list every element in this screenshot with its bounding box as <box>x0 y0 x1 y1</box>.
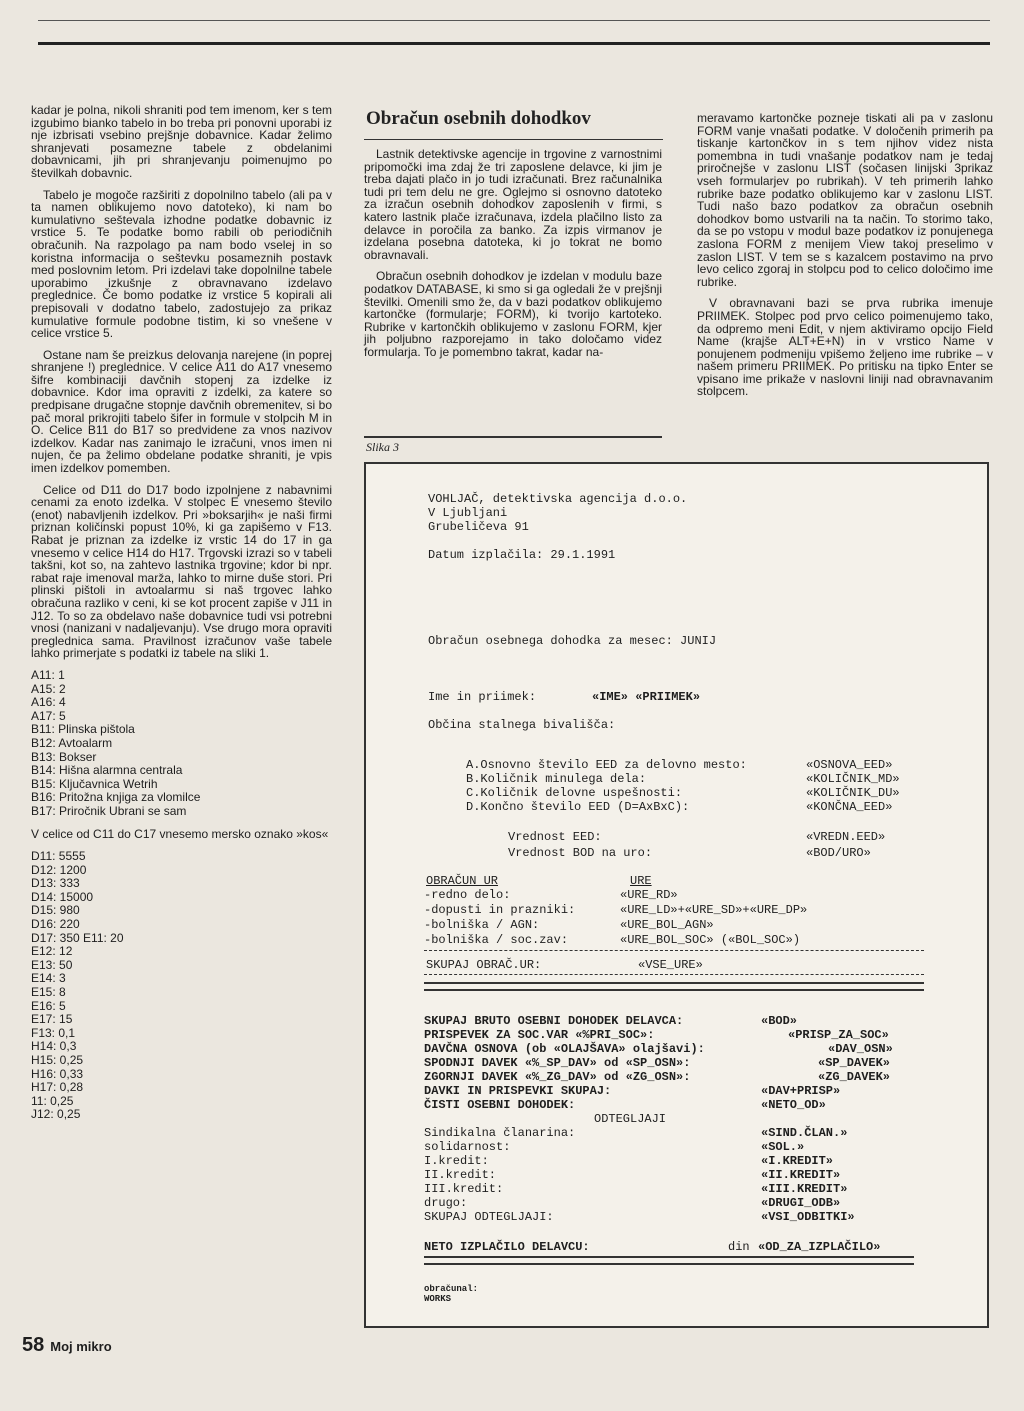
row-field: «URE_LD»+«URE_SD»+«URE_DP» <box>620 903 808 917</box>
top-rule-thick <box>38 42 990 45</box>
list-item: A17: 5 <box>31 708 66 723</box>
works-label: WORKS <box>424 1294 452 1304</box>
row-label: II.kredit: <box>424 1168 497 1182</box>
currency-label: din <box>728 1240 750 1254</box>
paragraph: Obračun osebnih dohodkov je izdelan v modulu baze podatkov DATABASE, ki smo si ga ogledali že v prejšnji številki. Omenili smo že, da v bazi podatkov oblikujemo kartončke (formularje; FORM), ki tvorijo kartoteko. Rubrike v kartončkih oblikujemo v zaslonu FORM, kjer jih poljubno razporejamo in tako določamo videz formularja. To je pomembno takrat, kadar na- <box>364 269 662 359</box>
row-field: «URE_RD» <box>620 888 678 902</box>
list-item: D17: 350 E11: 20 <box>31 930 124 945</box>
row-field: «SOL.» <box>761 1140 805 1154</box>
list-item: D15: 980 <box>31 903 80 918</box>
row-label: Vrednost EED: <box>508 830 602 844</box>
list-item: B14: Hišna alarmna centrala <box>31 763 183 778</box>
list-item: H17: 0,28 <box>31 1080 84 1095</box>
paragraph: Lastnik detektivske agencije in trgovine z varnostnimi pripomočki ima zdaj že tri zaposlene delavce, ki jim je treba dajati plačo in jo tudi izračunati. Brez računalnika tudi pri tem delu ne gre. Oglejmo si osnovno datoteko za izračun osebnih dohodkov zaposlenih v firmi, s katero lastnik plače izračunava, izdela plačilno listo za delavce in poročila za banko. Za izpis virmanov je izdelana posebna datoteka, ki jo tokrat ne bomo obravnavali. <box>364 147 662 262</box>
row-field: «BOD» <box>761 1014 798 1028</box>
row-field: «KOLIČNIK_DU» <box>806 786 900 800</box>
row-field: «SP_DAVEK» <box>818 1056 891 1070</box>
net-pay-label: NETO IZPLAČILO DELAVCU: <box>424 1240 590 1254</box>
cell-values-list-d <box>31 850 332 1122</box>
list-item: B16: Pritožna knjiga za vlomilce <box>31 790 201 805</box>
paragraph: Ostane nam še preizkus delovanja narejene (in poprej shranjene !) preglednice. V celice A11 do A17 vnesemo šifre kombinaciji davčnih stopenj za izdelke iz dobavnice. Kdor ima opraviti z izdelki, za katere so predpisane drugačne stopnje davčnih obremenitev, si bo pač moral prikrojiti tabelo šifer in formule v stolpcih M in O. Celice B11 do B17 so predvidene za vnos nazivov izdelkov. Kadar nas zanimajo le izračuni, vnos imen ni nujen, če pa želimo obdelane podatke shraniti, je vpis imen izdelkov pomemben. <box>31 347 332 476</box>
list-item: E16: 5 <box>31 998 66 1013</box>
paragraph: Tabelo je mogoče razširiti z dopolnilno tabelo (ali pa v ta namen oblikujemo novo datoteko), ki nam bo kumulativno seštevala izhodne podatke dobavnic iz vrstice 5. Te podatke bomo rabili ob periodičnih obračunih. Na razpolago pa nam bodo vselej in so koristna informacija o seštevku posameznih postavk med poslovnim letom. Pri izdelavi take dopolnilne tabele uporabimo izkušnje z obravnavano izdelavo preglednice. Če bomo podatke iz vrstice 5 kopirali ali prepisovali v dodatno tabelo, zadostujejo za prikaz kumulative formule podobne tistim, ki so vnešene v celice vrstice 5. <box>31 187 332 341</box>
row-label: -redno delo: <box>424 888 511 902</box>
calculated-by-label: obračunal: <box>424 1284 479 1294</box>
name-label: Ime in priimek: <box>428 690 537 704</box>
row-label: -bolniška / AGN: <box>424 918 540 932</box>
row-label: SKUPAJ BRUTO OSEBNI DOHODEK DELAVCA: <box>424 1014 684 1028</box>
dashed-rule <box>424 950 924 952</box>
row-field: «VREDN.EED» <box>806 830 886 844</box>
row-field: «I.KREDIT» <box>761 1154 834 1168</box>
name-fields: «IME» «PRIIMEK» <box>592 690 701 704</box>
list-item: B11: Plinska pištola <box>31 722 135 737</box>
list-item: E15: 8 <box>31 985 66 999</box>
paragraph: V celice od C11 do C17 vnesemo mersko oznako »kos« <box>31 827 329 842</box>
row-field: «URE_BOL_SOC» («BOL_SOC») <box>620 933 801 947</box>
row-label: PRISPEVEK ZA SOC.VAR «%PRI_SOC»: <box>424 1028 655 1042</box>
dashed-rule <box>424 974 924 976</box>
page-number: 58 <box>22 1334 45 1356</box>
article-title: Obračun osebnih dohodkov <box>366 108 591 129</box>
list-item: D14: 15000 <box>31 889 94 904</box>
list-item: 11: 0,25 <box>31 1093 74 1108</box>
payroll-form-figure <box>364 462 989 1328</box>
row-field: «KOLIČNIK_MD» <box>806 772 900 786</box>
list-item: J12: 0,25 <box>31 1107 81 1122</box>
company-name: VOHLJAČ, detektivska agencija d.o.o. <box>428 492 688 506</box>
list-item: H14: 0,3 <box>31 1039 77 1054</box>
list-item: B15: Ključavnica Wetrih <box>31 776 158 791</box>
list-item: E13: 50 <box>31 957 73 972</box>
row-field: «DAV_OSN» <box>828 1042 893 1056</box>
row-label: D.Končno število EED (D=AxBxC): <box>466 800 690 814</box>
total-hours-field: «VSE_URE» <box>638 958 703 972</box>
row-label: solidarnost: <box>424 1140 511 1154</box>
list-item: D12: 1200 <box>31 862 87 877</box>
row-field: «DRUGI_ODB» <box>761 1196 841 1210</box>
double-rule <box>424 1256 914 1265</box>
form-heading: Obračun osebnega dohodka za mesec: JUNIJ <box>428 634 717 648</box>
paragraph: meravamo kartončke pozneje tiskati ali pa v zaslonu FORM vanje vnašati podatke. V določenih primerih pa tiskanje kartončkov in s tem njihov videz nista pomembna in tudi vnašanje podatkov nam je tedaj priročnejše v zaslonu LIST (sočasen linijski 3prikaz vseh formularjev po rubrikah). V teh primerih lahko rubrike baze podatko oblikujemo kar v zaslonu LIST. Tudi našo bazo podatkov za obračun osebnih dohodkov bomo ustvarili na ta način. To storimo tako, da se po vstopu v modul baze podatkov iz ponujenega zaslona FORM z menijem View takoj preselimo v zaslon LIST. V tem se s kazalcem postavimo na prvo levo celico zgoraj in stolpcu pod to celico določimo ime rubrike. <box>697 111 993 289</box>
row-label: ZGORNJI DAVEK «%_ZG_DAV» od «ZG_OSN»: <box>424 1070 691 1084</box>
list-item: D13: 333 <box>31 876 80 891</box>
list-item: B13: Bokser <box>31 749 97 764</box>
row-label: DAVČNA OSNOVA (ob «OLAJŠAVA» olajšavi): <box>424 1042 705 1056</box>
municipality-label: Občina stalnega bivališča: <box>428 718 616 732</box>
row-label: Sindikalna članarina: <box>424 1126 576 1140</box>
paragraph: V obravnavani bazi se prva rubrika imenuje PRIIMEK. Stolpec pod prvo celico poimenujemo tako, da odpremo meni Edit, v njem aktiviramo opcijo Field Name (krajše ALT+E+N) in v vrstico Name v ponujenem podmeniju vpišemo željeno ime rubrike – v našem primeru PRIIMEK. Po pritisku na tipko Enter se vpisano ime prikaže v naslovni liniji nad obravnavanim stolpcem. <box>697 296 993 399</box>
row-label: DAVKI IN PRISPEVKI SKUPAJ: <box>424 1084 612 1098</box>
row-field: «ZG_DAVEK» <box>818 1070 891 1084</box>
row-field: «NETO_OD» <box>761 1098 826 1112</box>
column-middle <box>364 148 662 368</box>
list-item: A15: 2 <box>31 681 66 696</box>
list-item: B12: Avtoalarm <box>31 735 113 750</box>
row-label: SKUPAJ ODTEGLJAJI: <box>424 1210 554 1224</box>
hours-column-heading: URE <box>630 874 652 888</box>
row-label: Vrednost BOD na uro: <box>508 846 653 860</box>
list-item: D16: 220 <box>31 917 80 932</box>
row-label: drugo: <box>424 1196 468 1210</box>
row-field: «II.KREDIT» <box>761 1168 841 1182</box>
list-item: H16: 0,33 <box>31 1066 84 1081</box>
total-hours-label: SKUPAJ OBRAČ.UR: <box>426 958 542 972</box>
list-item: A16: 4 <box>31 695 66 710</box>
row-label: ČISTI OSEBNI DOHODEK: <box>424 1098 576 1112</box>
page-footer <box>22 1334 112 1357</box>
row-label: -bolniška / soc.zav: <box>424 933 569 947</box>
list-item: F13: 0,1 <box>31 1025 76 1040</box>
row-label: I.kredit: <box>424 1154 489 1168</box>
double-rule <box>424 982 924 991</box>
magazine-name: Moj mikro <box>50 1339 112 1354</box>
row-field: «URE_BOL_AGN» <box>620 918 714 932</box>
figure-rule <box>364 436 662 438</box>
top-rule-thin <box>38 20 990 21</box>
row-label: III.kredit: <box>424 1182 504 1196</box>
row-label: -dopusti in prazniki: <box>424 903 576 917</box>
net-pay-field: «OD_ZA_IZPLAČILO» <box>758 1240 881 1254</box>
row-field: «DAV+PRISP» <box>761 1084 841 1098</box>
cell-values-list-a <box>31 669 332 819</box>
row-label: B.Količnik minulega dela: <box>466 772 647 786</box>
paragraph: kadar je polna, nikoli shraniti pod tem imenom, ker s tem izgubimo bianko tabelo in bo treba pri ponovni uporabi iz nje izbrisati vsebino prejšnje dobavnice. Kadar želimo shranjevati posamezne tabele z obdelanimi dobavnicami, jih pri shranjevanju poimenujmo po številkah dobavnic. <box>31 103 332 180</box>
row-field: «PRISP_ZA_SOC» <box>788 1028 889 1042</box>
row-label: A.Osnovno število EED za delovno mesto: <box>466 758 747 772</box>
list-item: A11: 1 <box>31 667 65 682</box>
list-item: E12: 12 <box>31 944 73 959</box>
list-item: E14: 3 <box>31 971 66 986</box>
list-item: B17: Priročnik Ubrani se sam <box>31 803 187 818</box>
list-item: H15: 0,25 <box>31 1052 84 1067</box>
list-item: E17: 15 <box>31 1012 73 1027</box>
column-right <box>697 112 993 407</box>
title-rule <box>364 139 663 140</box>
company-street: Grubeličeva 91 <box>428 520 529 534</box>
list-item: D11: 5555 <box>31 849 86 864</box>
row-label: C.Količnik delovne uspešnosti: <box>466 786 683 800</box>
deductions-heading: ODTEGLJAJI <box>594 1112 667 1126</box>
row-field: «III.KREDIT» <box>761 1182 848 1196</box>
hours-heading: OBRAČUN UR <box>426 874 499 888</box>
row-field: «OSNOVA_EED» <box>806 758 893 772</box>
column-left <box>31 104 332 1132</box>
row-field: «SIND.ČLAN.» <box>761 1126 848 1140</box>
row-field: «KONČNA_EED» <box>806 800 893 814</box>
row-field: «VSI_ODBITKI» <box>761 1210 855 1224</box>
company-city: V Ljubljani <box>428 506 508 520</box>
row-field: «BOD/URO» <box>806 846 871 860</box>
paragraph: Celice od D11 do D17 bodo izpolnjene z nabavnimi cenami za enoto izdelka. V stolpec E vnesemo število (enot) nabavljenih izdelkov. Pri »boksarjih« je naši firmi priznan količinski popust 10%, ki ga zapišemo v F13. Rabat je priznan za izdelke iz vrstic 14 do 17 in ga vnesemo v celice H14 do H17. Trgovski izrazi so v tabeli takšni, kot so, na zahtevo lastnika trgovine; kdor bi npr. rabat raje imenoval marža, lahko to mirne duše stori. Pri plinski pištoli in avtoalarmu si naš trgovec lahko obračuna razliko v ceni, ki se kot procent zapiše v J11 in J12. To so za obdelavo naše dobavnice tudi vsi potrebni vnosi (nanizani v nadaljevanju). Vse drugo mora opraviti preglednica sama. Pravilnost izračunov vaše tabele lahko primerjate s podatki iz tabele na sliki 1. <box>31 482 332 661</box>
row-label: SPODNJI DAVEK «%_SP_DAV» od «SP_OSN»: <box>424 1056 691 1070</box>
payment-date: Datum izplačila: 29.1.1991 <box>428 548 616 562</box>
figure-label: Slika 3 <box>366 440 399 454</box>
